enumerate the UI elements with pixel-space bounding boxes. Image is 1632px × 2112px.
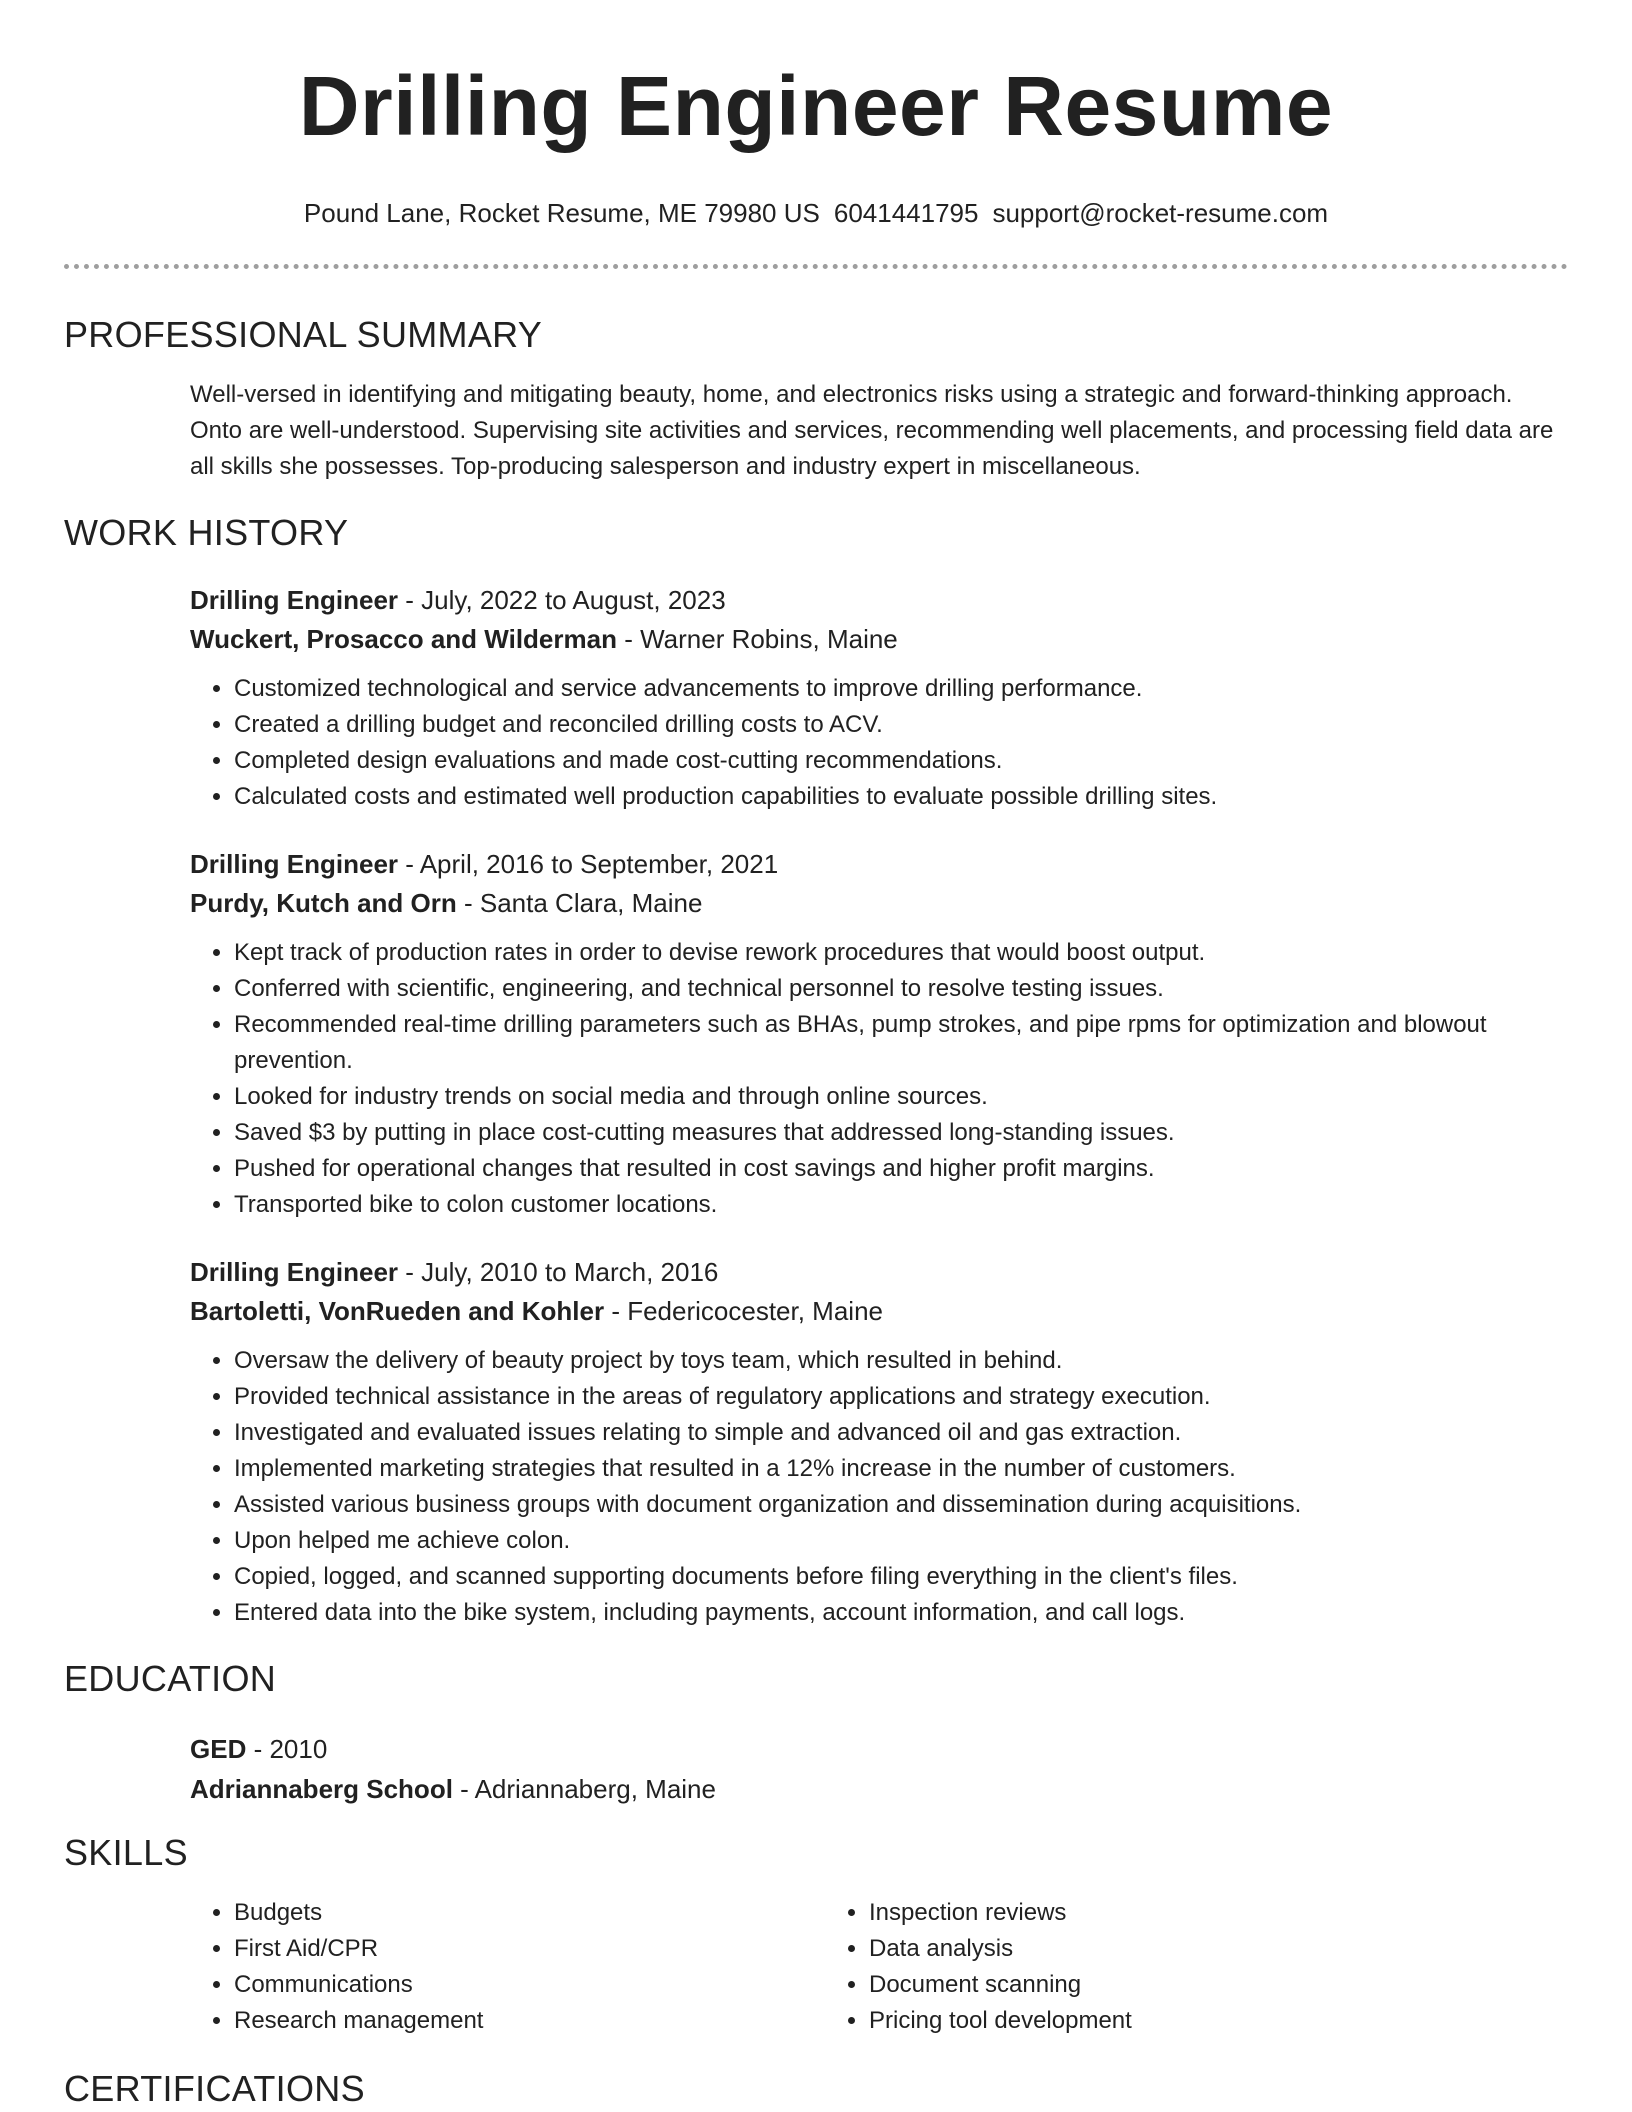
- certifications-heading: CERTIFICATIONS: [64, 2068, 365, 2109]
- contact-line: [64, 196, 1568, 230]
- resume-title: Drilling Engineer Resume: [298, 59, 1334, 153]
- job-bullets: [190, 935, 1568, 1223]
- education-year: - 2010: [246, 1734, 328, 1764]
- job-bullets: [190, 1343, 1568, 1631]
- job-bullet: • Copied, logged, and scanned supporting documents before filing everything in the client's files.: [234, 1559, 1568, 1595]
- job-title-line: [190, 845, 1568, 884]
- contact-phone: 6041441795: [833, 198, 979, 228]
- job-company-line: [190, 620, 1568, 659]
- job-location: - Federicocester, Maine: [604, 1296, 883, 1326]
- skill-item: • Research management: [234, 2003, 825, 2039]
- job-title-line: [190, 1253, 1568, 1292]
- skills-list-left: [190, 1895, 825, 2039]
- education-degree-line: [190, 1729, 1568, 1769]
- job-entry: [190, 1253, 1568, 1631]
- job-bullet: • Implemented marketing strategies that resulted in a 12% increase in the number of customers.: [234, 1451, 1568, 1487]
- job-bullet: • Assisted various business groups with document organization and dissemination during acquisitions.: [234, 1487, 1568, 1523]
- skill-item: • Inspection reviews: [869, 1895, 1460, 1931]
- job-entry: [190, 845, 1568, 1223]
- job-company-line: [190, 1292, 1568, 1331]
- job-title-line: [190, 581, 1568, 620]
- work-history-heading: WORK HISTORY: [64, 512, 349, 553]
- job-dates: - July, 2010 to March, 2016: [398, 1257, 719, 1287]
- job-bullet: • Conferred with scientific, engineering, and technical personnel to resolve testing issues.: [234, 971, 1568, 1007]
- job-entry: [190, 581, 1568, 815]
- job-company-line: [190, 884, 1568, 923]
- education-location: - Adriannaberg, Maine: [452, 1774, 716, 1804]
- education-heading: EDUCATION: [64, 1658, 277, 1699]
- job-bullet: • Transported bike to colon customer locations.: [234, 1187, 1568, 1223]
- job-dates: - July, 2022 to August, 2023: [398, 585, 726, 615]
- skill-item: • Pricing tool development: [869, 2003, 1460, 2039]
- education-entry: [190, 1729, 1568, 1809]
- skills-columns: [190, 1895, 1568, 2039]
- job-bullet: • Customized technological and service advancements to improve drilling performance.: [234, 671, 1568, 707]
- skill-item: • Document scanning: [869, 1967, 1460, 2003]
- summary-text: Well-versed in identifying and mitigating beauty, home, and electronics risks using a strategic and forward-thinking approach. Onto are well-understood. Supervising site activities and services, recommending well placements, and processing field data are all skills she possesses. Top-producing salesperson and industry expert in miscellaneous.: [190, 381, 1554, 480]
- education-school-line: [190, 1769, 1568, 1809]
- skill-item: • First Aid/CPR: [234, 1931, 825, 1967]
- contact-email: support@rocket-resume.com: [992, 198, 1329, 228]
- job-title: Drilling Engineer: [190, 585, 399, 615]
- job-bullet: • Provided technical assistance in the areas of regulatory applications and strategy execution.: [234, 1379, 1568, 1415]
- job-company: Bartoletti, VonRueden and Kohler: [190, 1296, 605, 1326]
- job-bullet: • Recommended real-time drilling parameters such as BHAs, pump strokes, and pipe rpms for optimization and blowout prevention.: [234, 1007, 1568, 1079]
- job-bullet: • Pushed for operational changes that resulted in cost savings and higher profit margins.: [234, 1151, 1568, 1187]
- job-title: Drilling Engineer: [190, 849, 399, 879]
- education-degree: GED: [190, 1734, 247, 1764]
- skill-item: • Data analysis: [869, 1931, 1460, 1967]
- job-bullets: [190, 671, 1568, 815]
- job-bullet: • Oversaw the delivery of beauty project by toys team, which resulted in behind.: [234, 1343, 1568, 1379]
- job-bullet: • Investigated and evaluated issues relating to simple and advanced oil and gas extraction.: [234, 1415, 1568, 1451]
- job-bullet: • Upon helped me achieve colon.: [234, 1523, 1568, 1559]
- header-divider: [64, 264, 1568, 269]
- job-company: Purdy, Kutch and Orn: [190, 888, 457, 918]
- job-bullet: • Kept track of production rates in order to devise rework procedures that would boost output.: [234, 935, 1568, 971]
- job-bullet: • Completed design evaluations and made cost-cutting recommendations.: [234, 743, 1568, 779]
- contact-address: Pound Lane, Rocket Resume, ME 79980 US: [303, 198, 820, 228]
- job-bullet: • Saved $3 by putting in place cost-cutting measures that addressed long-standing issues.: [234, 1115, 1568, 1151]
- job-bullet: • Calculated costs and estimated well production capabilities to evaluate possible drilling sites.: [234, 779, 1568, 815]
- job-bullet: • Created a drilling budget and reconciled drilling costs to ACV.: [234, 707, 1568, 743]
- education-school: Adriannaberg School: [190, 1774, 453, 1804]
- summary-heading: PROFESSIONAL SUMMARY: [64, 314, 543, 355]
- job-location: - Santa Clara, Maine: [456, 888, 703, 918]
- skills-heading: SKILLS: [64, 1832, 188, 1873]
- skill-item: • Budgets: [234, 1895, 825, 1931]
- job-location: - Warner Robins, Maine: [616, 624, 898, 654]
- job-company: Wuckert, Prosacco and Wilderman: [190, 624, 617, 654]
- job-bullet: • Entered data into the bike system, including payments, account information, and call logs.: [234, 1595, 1568, 1631]
- job-bullet: • Looked for industry trends on social media and through online sources.: [234, 1079, 1568, 1115]
- skills-list-right: [825, 1895, 1460, 2039]
- job-dates: - April, 2016 to September, 2021: [398, 849, 779, 879]
- skill-item: • Communications: [234, 1967, 825, 2003]
- job-title: Drilling Engineer: [190, 1257, 399, 1287]
